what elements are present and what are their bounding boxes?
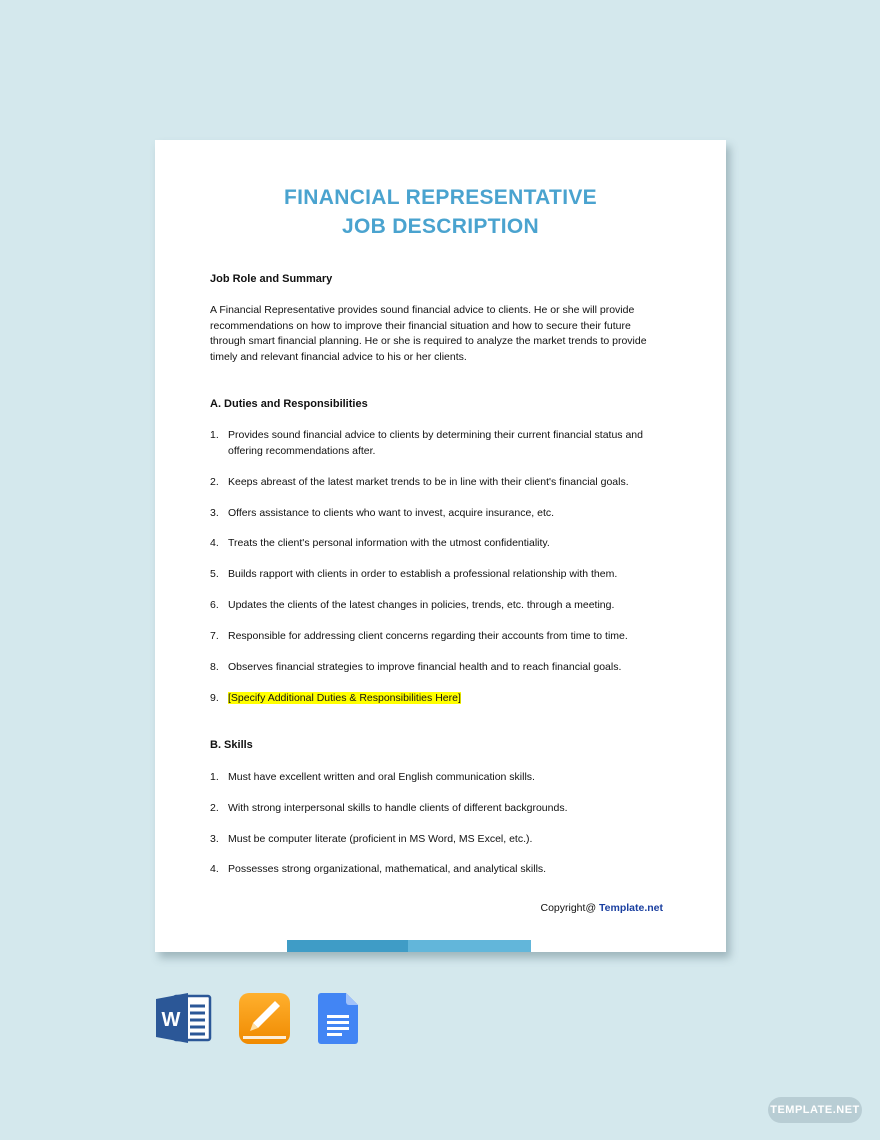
list-item-number: 4.	[210, 863, 219, 875]
placeholder-highlight[interactable]	[228, 691, 461, 707]
list-item: Updates the clients of the latest changes in policies, trends, etc. through a meeting.	[228, 599, 615, 611]
footer-bar-light	[408, 940, 531, 952]
template-net-watermark: TEMPLATE.NET	[768, 1097, 862, 1123]
list-item-number: 3.	[210, 507, 219, 519]
list-item-number: 6.	[210, 599, 219, 611]
document-title-line2: JOB DESCRIPTION	[341, 215, 540, 238]
pages-icon-graphic	[239, 993, 290, 1044]
list-item-number: 4.	[210, 537, 219, 549]
list-item: Must have excellent written and oral English communication skills.	[228, 771, 535, 783]
word-letter: W	[161, 1009, 181, 1031]
list-item-number: 2.	[210, 802, 219, 814]
document-title-line1: FINANCIAL REPRESENTATIVE	[284, 186, 597, 209]
copyright-line	[541, 902, 664, 914]
google-docs-icon[interactable]	[318, 993, 358, 1049]
word-icon-graphic	[156, 993, 212, 1043]
copyright-link[interactable]: Template.net	[599, 902, 663, 914]
section-heading-role: Job Role and Summary	[210, 273, 333, 285]
list-item: Possesses strong organizational, mathematical, and analytical skills.	[228, 863, 547, 875]
role-summary-paragraph: A Financial Representative provides sound financial advice to clients. He or she will provide recommendations on how to improve their financial situation and how to secure their future through smart financial planning. He or she is required to analyze the market trends to provide timely and relevant financial advice to his or her clients.	[210, 304, 647, 363]
docs-icon-graphic	[318, 993, 358, 1044]
list-item: Treats the client's personal information with the utmost confidentiality.	[228, 537, 550, 549]
list-item-number: 2.	[210, 476, 219, 488]
list-item: Responsible for addressing client concerns regarding their accounts from time to time.	[228, 630, 628, 642]
list-item: Keeps abreast of the latest market trends to be in line with their client's financial goals.	[228, 476, 629, 488]
document-page	[155, 140, 726, 952]
list-item: Provides sound financial advice to clients by determining their current financial status and offering recommendations after.	[228, 429, 643, 457]
pages-icon[interactable]	[239, 993, 290, 1049]
list-item-number: 3.	[210, 833, 219, 845]
list-item-number: 8.	[210, 661, 219, 673]
list-item: Offers assistance to clients who want to invest, acquire insurance, etc.	[228, 507, 555, 519]
list-item: With strong interpersonal skills to handle clients of different backgrounds.	[228, 802, 568, 814]
list-item: Observes financial strategies to improve financial health and to reach financial goals.	[228, 661, 622, 673]
list-item: Builds rapport with clients in order to establish a professional relationship with them.	[228, 568, 618, 580]
section-heading-duties: A. Duties and Responsibilities	[210, 398, 368, 410]
list-item-number: 9.	[210, 692, 219, 704]
section-heading-skills: B. Skills	[210, 739, 253, 751]
word-icon[interactable]	[156, 993, 212, 1048]
list-item-number: 5.	[210, 568, 219, 580]
list-item-number: 1.	[210, 771, 219, 783]
list-item-number: 7.	[210, 630, 219, 642]
copyright-label: Copyright@	[540, 902, 600, 914]
placeholder-text[interactable]: [Specify Additional Duties & Responsibilities Here]	[228, 692, 461, 704]
list-item-number: 1.	[210, 429, 219, 441]
footer-bar-dark	[287, 940, 408, 952]
list-item: Must be computer literate (proficient in MS Word, MS Excel, etc.).	[228, 833, 533, 845]
